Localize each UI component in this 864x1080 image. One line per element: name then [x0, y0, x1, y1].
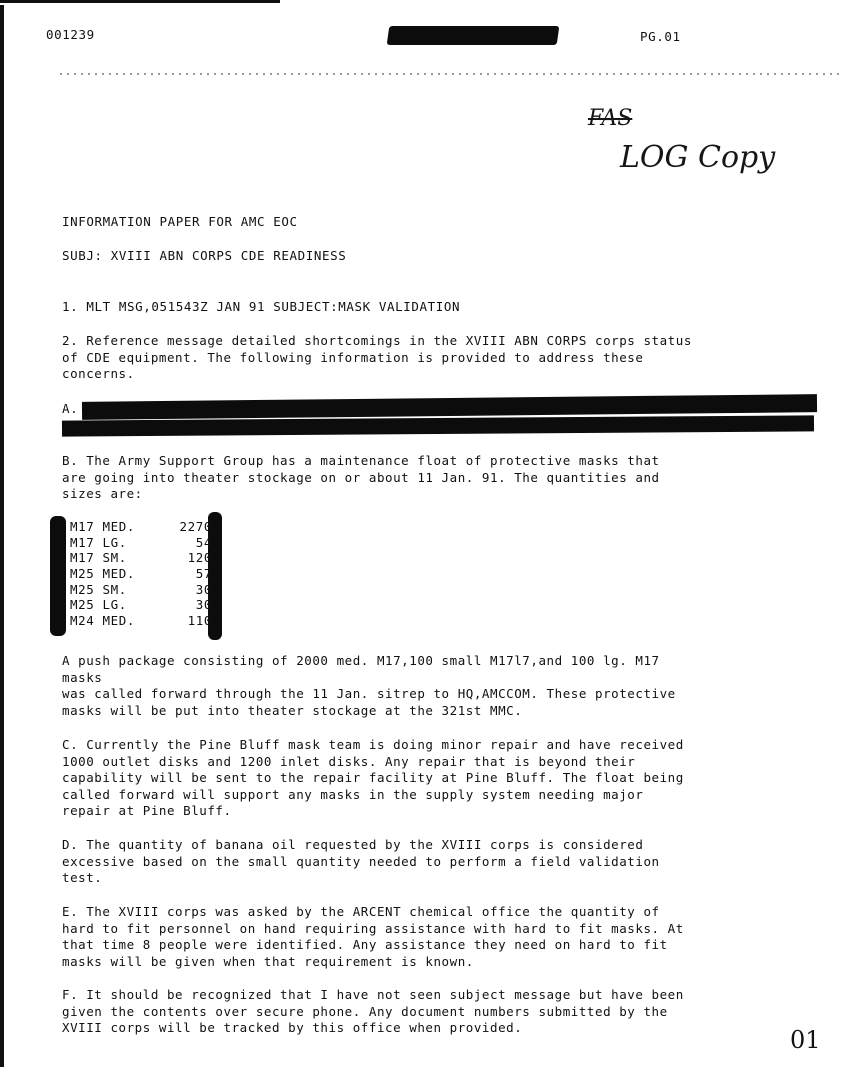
table-row [70, 519, 212, 535]
struck-initials: FAS [588, 106, 633, 131]
table-row [70, 550, 212, 566]
table-row [70, 535, 212, 551]
mask-type: M25 SM. [70, 581, 127, 597]
scan-edge-left [0, 5, 4, 1067]
classification-redaction [387, 26, 560, 45]
table-row [70, 613, 212, 629]
table-left-bracket [50, 516, 66, 636]
paragraph-2: 2. Reference message detailed shortcomings in the XVIII ABN CORPS corps status of CDE equipment. The following information is provided to address these concerns. [62, 333, 692, 381]
transmission-noise [60, 73, 840, 75]
table-row [70, 581, 212, 597]
paragraph-e: E. The XVIII corps was asked by the ARCENT chemical office the quantity of hard to fit personnel on hand requiring assistance with hard to fit masks. At that time 8 people were identified. Any assistance they need on hard to fit masks will be given when that requirement is known. [62, 904, 684, 969]
mask-type: M25 MED. [70, 566, 136, 582]
mask-type: M24 MED. [70, 612, 136, 628]
paragraph-d: D. The quantity of banana oil requested by the XVIII corps is considered excessive based on the small quantity needed to perform a field validation test. [62, 837, 660, 885]
mask-type: M25 LG. [70, 597, 127, 613]
mask-qty: 120 [187, 550, 212, 566]
mask-type: M17 LG. [70, 534, 127, 550]
table-row [70, 597, 212, 613]
paragraph-b: B. The Army Support Group has a maintenance float of protective masks that are going into theater stockage on or about 11 Jan. 91. The quantities and sizes are: [62, 453, 660, 501]
document-id: 001239 [46, 27, 95, 42]
paragraph-f: F. It should be recognized that I have not seen subject message but have been given the contents over secure phone. Any document numbers submitted by the XVIII corps will be tracked by this office when provided. [62, 987, 684, 1035]
paper-title: INFORMATION PAPER FOR AMC EOC [62, 214, 298, 229]
page-reference: PG.01 [640, 29, 681, 44]
mask-qty: 54 [195, 534, 212, 550]
paragraph-a-label: A. [62, 401, 79, 416]
mask-qty: 30 [195, 597, 212, 613]
mask-quantity-table [70, 519, 212, 628]
mask-qty: 2270 [179, 519, 212, 535]
scan-edge-top [0, 0, 280, 3]
push-package-paragraph: A push package consisting of 2000 med. M17,100 small M17l7,and 100 lg. M17 masks was called forward through the 11 Jan. sitrep to HQ,AMCCOM. These protective masks will be put into theater stockage at the 321st MMC. [62, 653, 676, 718]
mask-type: M17 MED. [70, 519, 136, 535]
table-row [70, 566, 212, 582]
mask-type: M17 SM. [70, 550, 127, 566]
page-number: 01 [790, 1026, 821, 1054]
mask-qty: 30 [195, 581, 212, 597]
subject-line: SUBJ: XVIII ABN CORPS CDE READINESS [62, 248, 347, 263]
handwritten-log-copy: LOG Copy [620, 140, 776, 175]
mask-qty: 110 [187, 612, 212, 628]
mask-qty: 57 [195, 566, 212, 582]
paragraph-1-reference: 1. MLT MSG,051543Z JAN 91 SUBJECT:MASK VALIDATION [62, 299, 461, 314]
paragraph-c: C. Currently the Pine Bluff mask team is doing minor repair and have received 1000 outlet disks and 1200 inlet disks. Any repair that is beyond their capability will be sent to the repair facility at Pine Bluff. The float being called forward will support any masks in the supply system needing major repair at Pine Bluff. [62, 737, 684, 818]
